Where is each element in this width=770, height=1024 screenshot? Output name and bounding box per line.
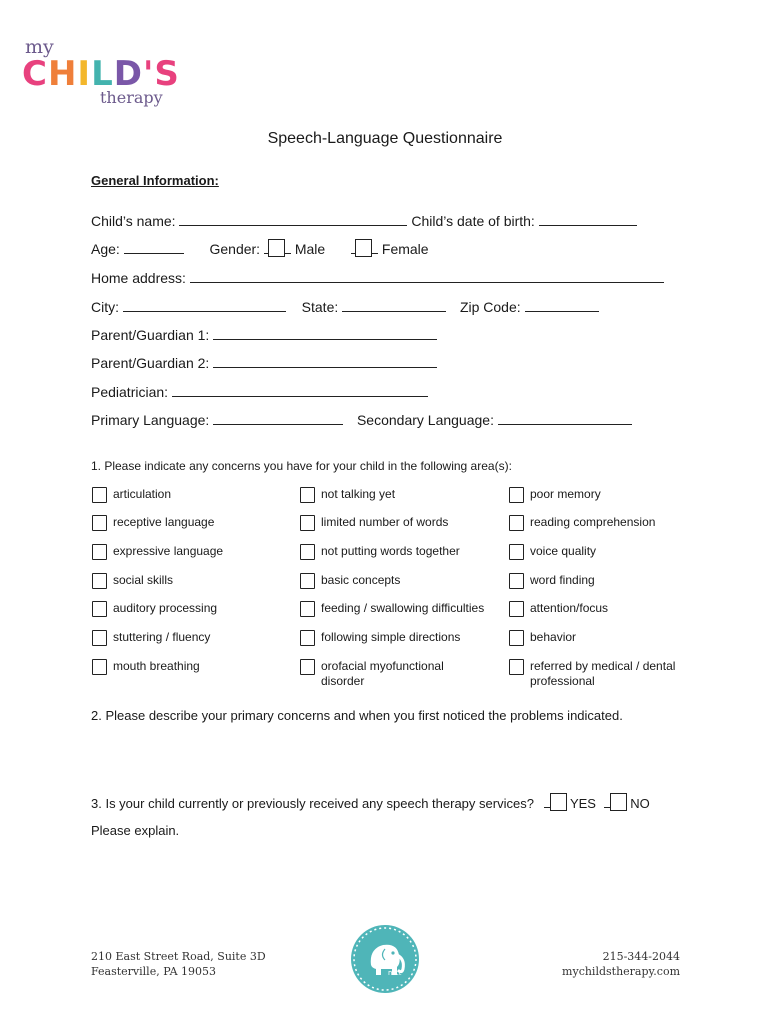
concern-label: mouth breathing: [113, 659, 200, 673]
concern-checkbox[interactable]: [509, 630, 524, 646]
pediatrician-label: Pediatrician:: [91, 384, 169, 400]
child-dob-field[interactable]: [539, 211, 637, 226]
concern-label: attention/focus: [530, 601, 609, 615]
question-2: 2. Please describe your primary concerns and when you first noticed the problems indicated.: [91, 708, 623, 723]
logo-letter: L: [91, 54, 114, 94]
concern-label: articulation: [113, 487, 172, 501]
concern-label: reading comprehension: [530, 515, 656, 529]
concern-label: not talking yet: [321, 487, 396, 501]
logo-letter: D: [113, 54, 143, 94]
concern-checkbox[interactable]: [92, 630, 107, 646]
guardian1-field[interactable]: [213, 325, 437, 340]
concern-label: auditory processing: [113, 601, 218, 615]
logo-therapy-text: therapy: [100, 88, 163, 107]
address-line-2: Feasterville, PA 19053: [91, 965, 217, 978]
city-state-zip-row: [91, 297, 599, 315]
primary-language-field[interactable]: [213, 410, 343, 425]
concern-label: not putting words together: [321, 544, 460, 558]
concern-checkbox[interactable]: [300, 630, 315, 646]
guardian1-row: [91, 325, 437, 343]
concern-checkbox[interactable]: [300, 544, 315, 560]
concern-label: basic concepts: [321, 573, 401, 587]
male-checkbox[interactable]: [268, 239, 285, 257]
concern-checkbox[interactable]: [300, 573, 315, 589]
concern-checkbox[interactable]: [509, 659, 524, 675]
logo-letter: 'S: [142, 54, 180, 94]
concern-label: stuttering / fluency: [113, 630, 211, 644]
female-checkbox[interactable]: [355, 239, 372, 257]
home-address-field[interactable]: [190, 268, 664, 283]
guardian2-label: Parent/Guardian 2:: [91, 355, 210, 371]
child-name-row: [91, 211, 637, 229]
logo-letter: C: [22, 54, 48, 94]
concern-label: orofacial myofunctional disorder: [321, 659, 444, 688]
badge-text: mct: [388, 969, 402, 977]
concern-checkbox[interactable]: [300, 515, 315, 531]
city-label: City:: [91, 299, 119, 315]
home-address-label: Home address:: [91, 270, 186, 286]
footer-address: [91, 949, 266, 979]
concern-label: following simple directions: [321, 630, 461, 644]
logo-letter: H: [47, 54, 78, 94]
concern-checkbox[interactable]: [509, 573, 524, 589]
guardian1-label: Parent/Guardian 1:: [91, 327, 210, 343]
concern-checkbox[interactable]: [92, 515, 107, 531]
child-name-field[interactable]: [179, 211, 407, 226]
footer-contact: [520, 949, 680, 979]
yes-checkbox[interactable]: [550, 793, 567, 811]
address-line-1: 210 East Street Road, Suite 3D: [91, 950, 266, 963]
concern-label: receptive language: [113, 515, 215, 529]
concern-label: poor memory: [530, 487, 601, 501]
child-name-label: Child’s name:: [91, 213, 176, 229]
secondary-language-field[interactable]: [498, 410, 632, 425]
gender-label: Gender:: [209, 241, 261, 257]
pediatrician-row: [91, 382, 428, 400]
concern-label: social skills: [113, 573, 174, 587]
home-address-row: [91, 268, 664, 286]
phone-number: 215-344-2044: [602, 950, 680, 963]
concern-checkbox[interactable]: [92, 601, 107, 617]
concern-label: feeding / swallowing difficulties: [321, 601, 485, 615]
concern-checkbox[interactable]: [509, 515, 524, 531]
concern-checkbox[interactable]: [92, 487, 107, 503]
logo-letter: I: [77, 54, 92, 94]
age-field[interactable]: [124, 239, 184, 254]
concern-label: referred by medical / dental professional: [530, 659, 676, 688]
elephant-icon: [351, 925, 419, 993]
primary-language-label: Primary Language:: [91, 412, 210, 428]
concern-checkbox[interactable]: [92, 573, 107, 589]
question-3-row: [91, 793, 650, 811]
state-label: State:: [301, 299, 339, 315]
concern-checkbox[interactable]: [509, 487, 524, 503]
guardian2-row: [91, 353, 437, 371]
concern-label: voice quality: [530, 544, 597, 558]
page-title: Speech-Language Questionnaire: [267, 130, 503, 147]
zip-label: Zip Code:: [459, 299, 521, 315]
yes-label: YES: [569, 796, 596, 811]
male-label: Male: [294, 241, 326, 257]
concern-label: expressive language: [113, 544, 224, 558]
concern-checkbox[interactable]: [509, 544, 524, 560]
concern-checkbox[interactable]: [300, 487, 315, 503]
concern-label: behavior: [530, 630, 577, 644]
state-field[interactable]: [342, 297, 446, 312]
age-gender-row: [91, 239, 429, 257]
concern-checkbox[interactable]: [300, 659, 315, 675]
general-info-heading: General Information:: [91, 173, 219, 188]
please-explain: Please explain.: [91, 823, 180, 838]
footer-elephant-badge: [351, 925, 419, 993]
no-label: NO: [630, 796, 650, 811]
concern-checkbox[interactable]: [509, 601, 524, 617]
question-3: 3. Is your child currently or previously received any speech therapy services?: [91, 796, 534, 811]
female-label: Female: [381, 241, 429, 257]
pediatrician-field[interactable]: [172, 382, 428, 397]
website-link[interactable]: mychildstherapy.com: [562, 965, 680, 978]
secondary-language-label: Secondary Language:: [356, 412, 494, 428]
no-checkbox[interactable]: [610, 793, 627, 811]
concern-label: word finding: [530, 573, 595, 587]
question-1: 1. Please indicate any concerns you have for your child in the following area(s):: [91, 459, 512, 473]
zip-field[interactable]: [525, 297, 599, 312]
child-dob-label: Child’s date of birth:: [411, 213, 535, 229]
age-label: Age:: [91, 241, 120, 257]
concern-checkbox[interactable]: [92, 544, 107, 560]
concern-checkbox[interactable]: [92, 659, 107, 675]
guardian2-field[interactable]: [213, 353, 437, 368]
city-field[interactable]: [123, 297, 286, 312]
concern-label: limited number of words: [321, 515, 449, 529]
concern-checkbox[interactable]: [300, 601, 315, 617]
logo-my-text: my: [25, 36, 54, 58]
language-row: [91, 410, 632, 428]
